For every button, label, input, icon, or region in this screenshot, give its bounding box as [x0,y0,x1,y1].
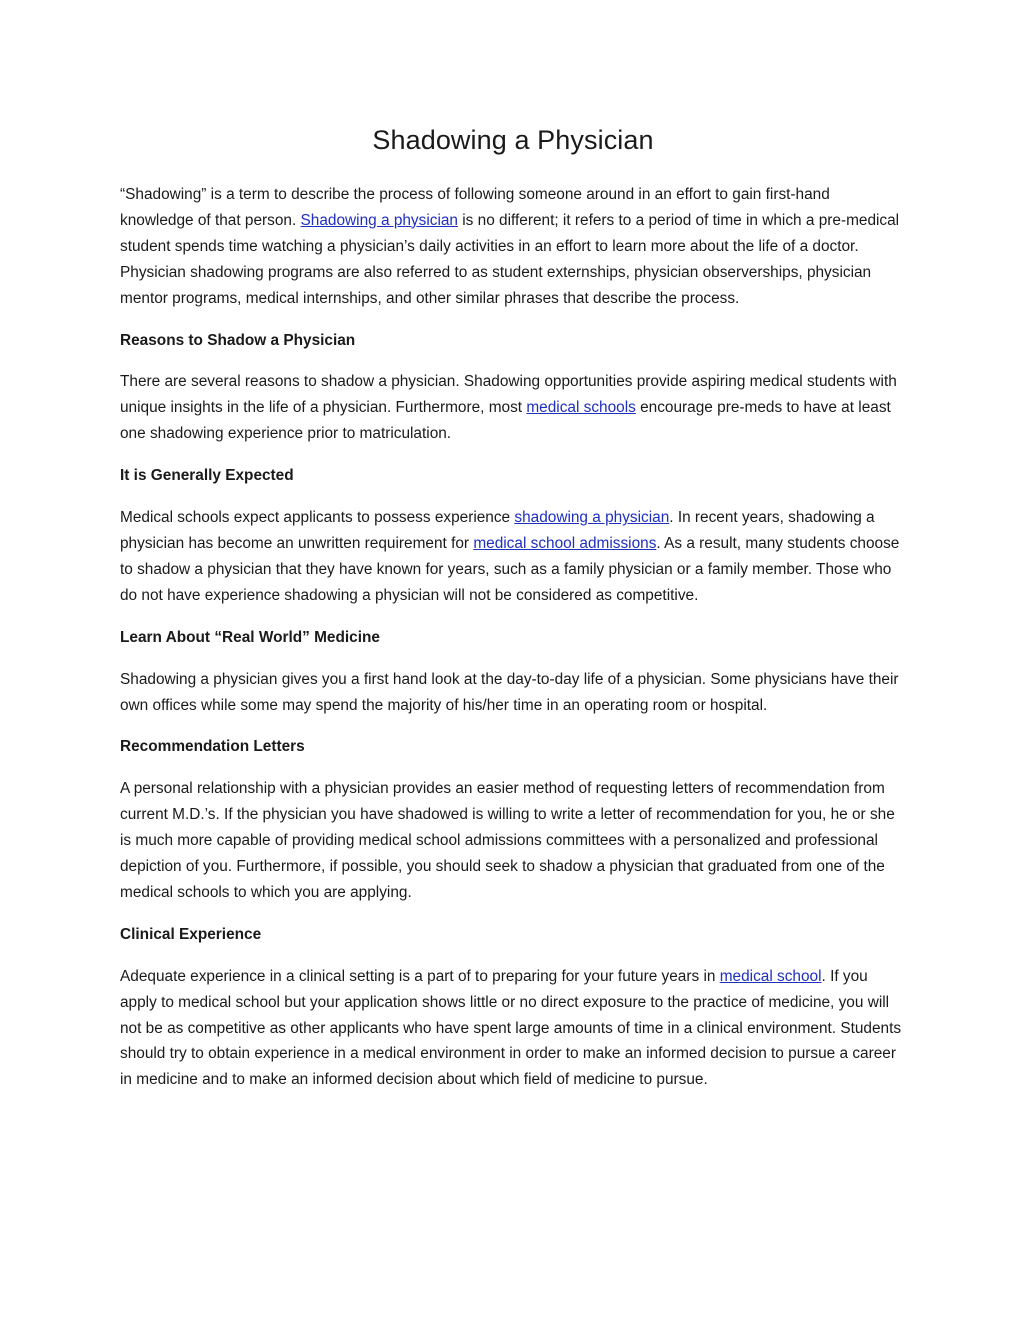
real-world-paragraph: Shadowing a physician gives you a first hand look at the day-to-day life of a physician. Some physicians have their own offices while some may spend the majority of his/her time in an operating room or hospital. [120,670,899,714]
reasons-text-end: encourage pre-meds to have at least one shadowing experience prior to matriculation. [120,399,891,443]
clinical-heading: Clinical Experience [120,925,262,943]
intro-paragraph [120,182,906,312]
page-title: Shadowing a Physician [372,125,654,155]
recommendation-paragraph: A personal relationship with a physician provides an easier method of requesting letters of recommendation from current M.D.’s. If the physician you have shadowed is willing to write a letter of recommendation for you, he or she is much more capable of providing medical school admissions committees with a personalized and professional depiction of you. Furthermore, if possible, you should seek to shadow a physician that graduated from one of the medical schools to which you are applying. [120,780,895,901]
clinical-text-start: Adequate experience in a clinical setting is a part of to preparing for your future years in [120,967,720,985]
expected-paragraph [120,505,906,609]
intro-text-end: is no different; it refers to a period of time in which a pre-medical student spends time watching a physician’s daily activities in an effort to learn more about the life of a doctor. Physician shadowing programs are also referred to as student externships, physician observerships, physician mentor programs, medical internships, and other similar phrases that describe the process. [120,211,900,307]
clinical-paragraph [120,964,906,1094]
medical-school-admissions-link[interactable]: medical school admissions [473,534,657,552]
expected-text-start: Medical schools expect applicants to possess experience [120,509,515,527]
reasons-paragraph [120,369,906,447]
expected-heading: It is Generally Expected [120,467,294,485]
expected-text-middle: . In recent years, shadowing a physician has become an unwritten requirement for [120,509,875,552]
reasons-text-start: There are several reasons to shadow a physician. Shadowing opportunities provide aspiring medical students with unique insights in the life of a physician. Furthermore, most [120,373,897,417]
shadowing-a-physician-link[interactable]: shadowing a physician [514,509,670,527]
expected-text-end: . As a result, many students choose to shadow a physician that they have known for years, such as a family physician or a family member. Those who do not have experience shadowing a physician will not be considered as competitive. [120,534,900,604]
recommendation-heading: Recommendation Letters [120,738,305,756]
clinical-text-end: . If you apply to medical school but your application shows little or no direct exposure to the practice of medicine, you will not be as competitive as other applicants who have spent large amounts of time in a clinical environment. Students should try to obtain experience in a medical environment in order to make an informed decision to pursue a career in medicine and to make an informed decision about which field of medicine to pursue. [120,967,902,1089]
real-world-heading: Learn About “Real World” Medicine [120,628,380,646]
reasons-heading: Reasons to Shadow a Physician [120,331,356,349]
shadowing-physician-link[interactable]: Shadowing a physician [300,211,458,229]
medical-school-link[interactable]: medical school [719,967,822,985]
document-content [120,120,906,1109]
intro-text-start: “Shadowing” is a term to describe the process of following someone around in an effort to gain first-hand knowledge of that person. [120,186,830,229]
medical-schools-link[interactable]: medical schools [526,399,636,417]
